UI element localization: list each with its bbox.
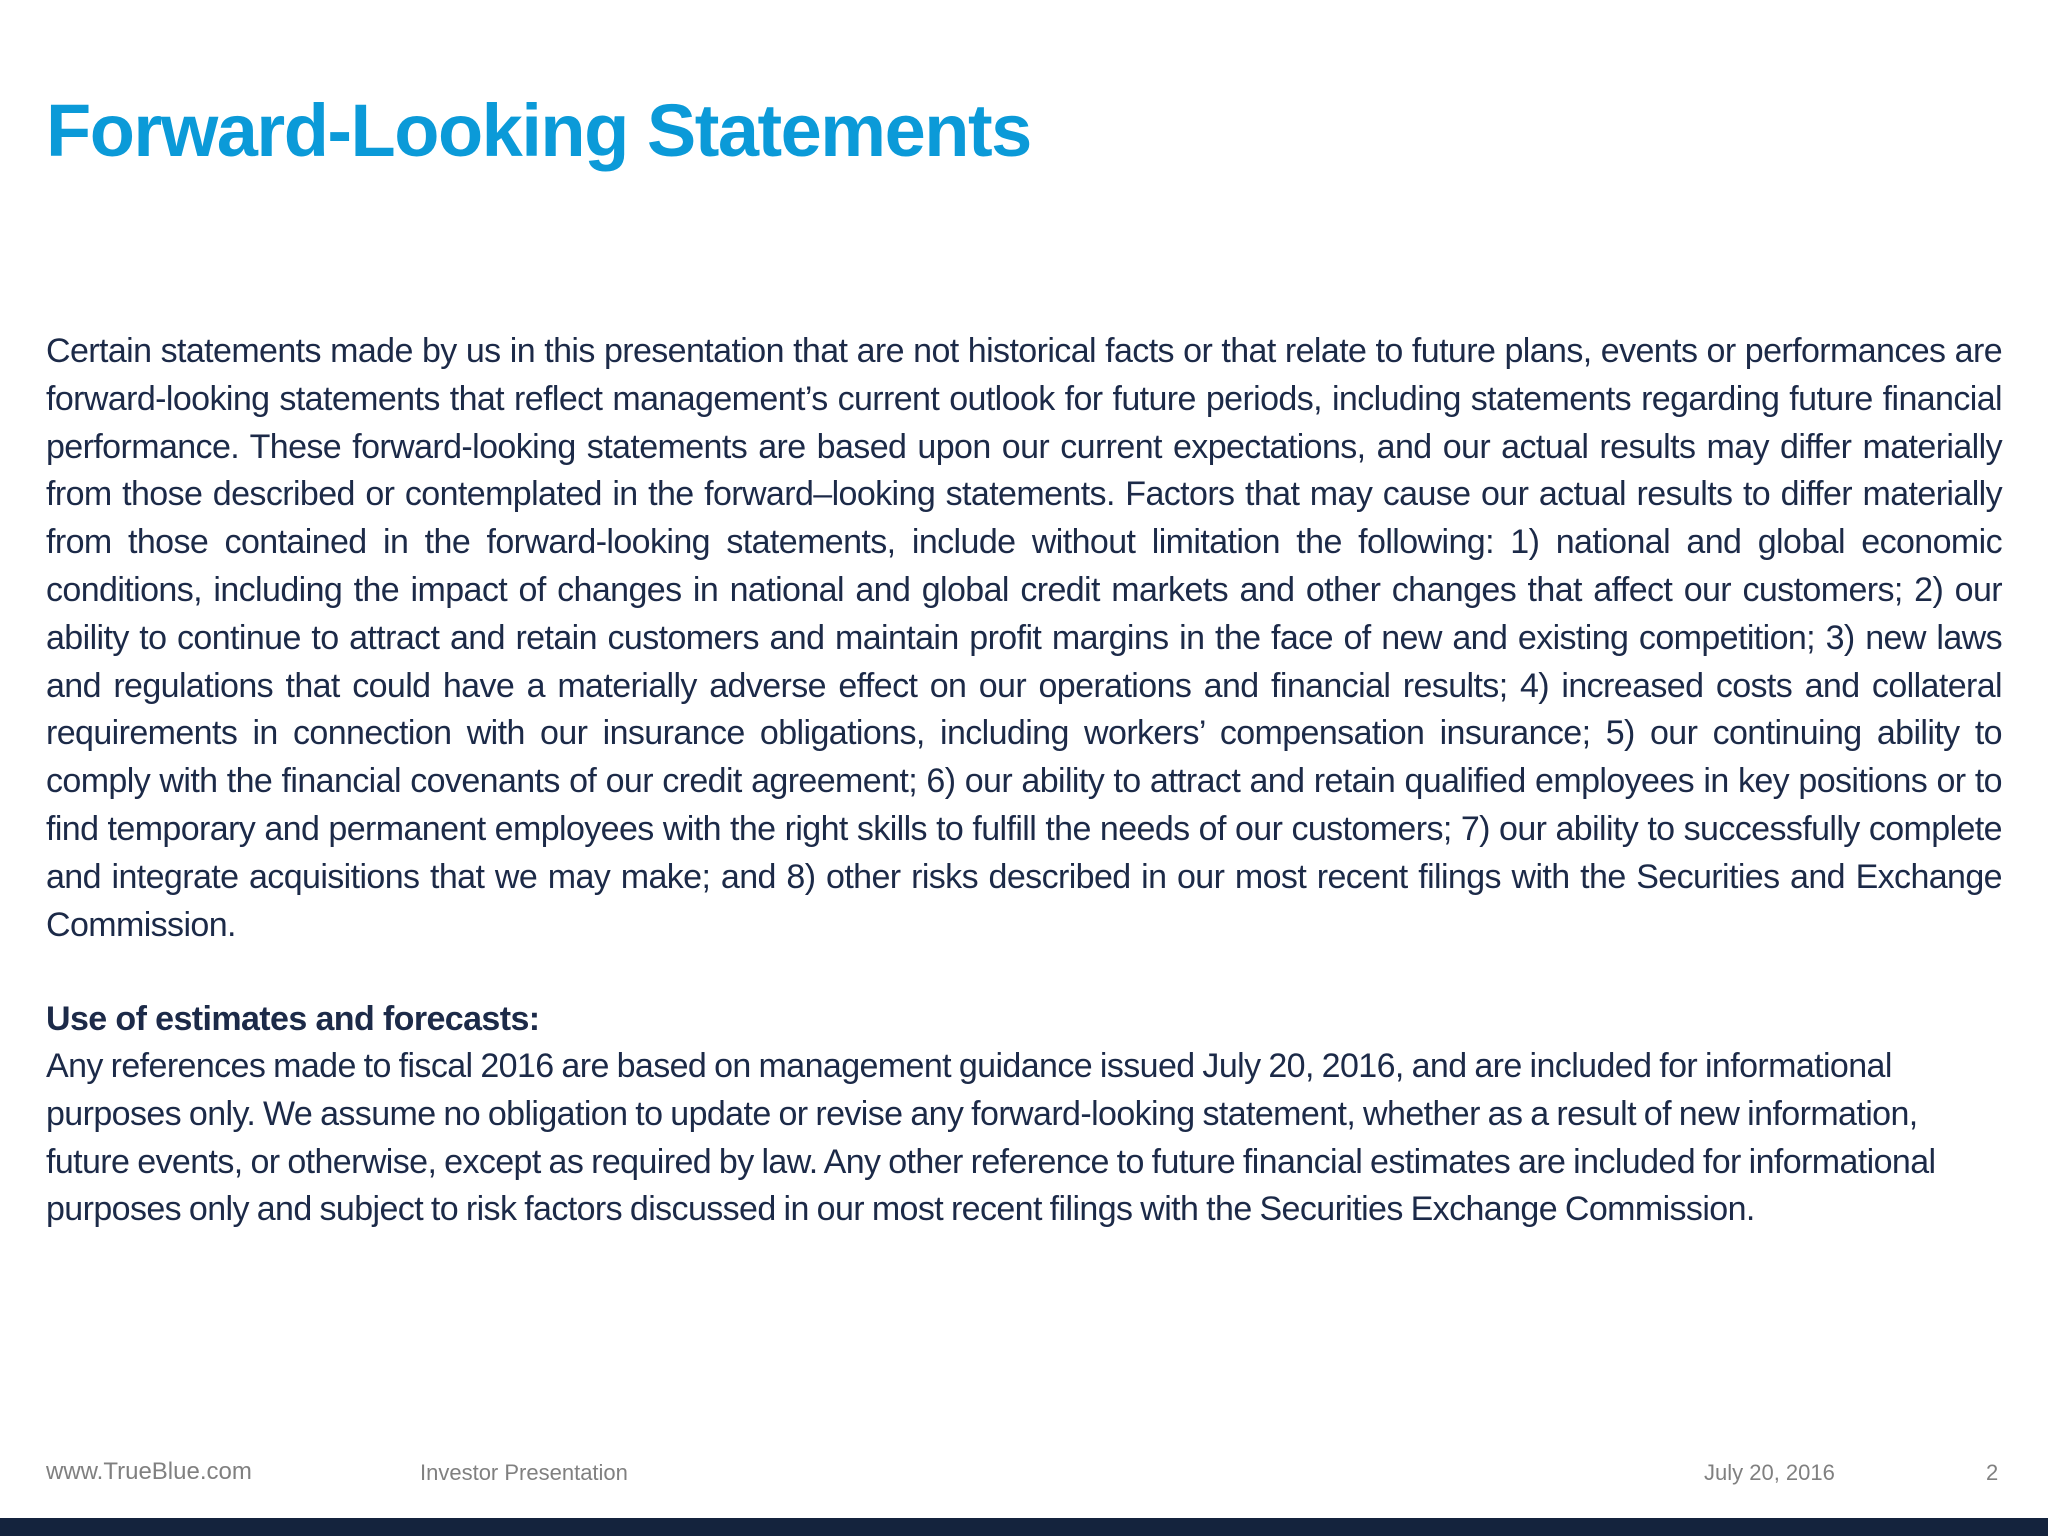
bottom-bar xyxy=(0,1518,2048,1536)
footer-page-number: 2 xyxy=(1986,1460,1999,1485)
footer-date: July 20, 2016 xyxy=(1704,1460,1835,1485)
footer-presentation-name: Investor Presentation xyxy=(420,1460,628,1485)
forward-looking-disclaimer: Certain statements made by us in this presentation that are not historical facts or that relate to future plans, events or performances are forward-looking statements that reflect management’s current outlook for future periods, including statements regarding future financial performance. These forward-looking statements are based upon our current expectations, and our actual results may differ materially from those described or contemplated in the forward–looking statements. Factors that may cause our actual results to differ materially from those contained in the forward-looking statements, include without limitation the following: 1) national and global economic conditions, including the impact of changes in national and global credit markets and other changes that affect our customers; 2) our ability to continue to attract and retain customers and maintain profit margins in the face of new and existing competition; 3) new laws and regulations that could have a materially adverse effect on our operations and financial results; 4) increased costs and collateral requirements in connection with our insurance obligations, including workers’ compensation insurance; 5) our continuing ability to comply with the financial covenants of our credit agreement; 6) our ability to attract and retain qualified employees in key positions or to find temporary and permanent employees with the right skills to fulfill the needs of our customers; 7) our ability to successfully complete and integrate acquisitions that we may make; and 8) other risks described in our most recent filings with the Securities and Exchange Commission. xyxy=(46,332,2002,944)
estimates-heading: Use of estimates and forecasts: xyxy=(46,1000,540,1038)
slide-title: Forward-Looking Statements xyxy=(46,89,1031,172)
estimates-text: Any references made to fiscal 2016 are based on management guidance issued July 20, 2016, and are included for informational purposes only. We assume no obligation to update or revise any forward-looking statement, whether as a result of new information, future events, or otherwise, except as required by law. Any other reference to future financial estimates are included for informational purposes only and subject to risk factors discussed in our most recent filings with the Securities Exchange Commission. xyxy=(46,1047,1936,1229)
footer-website-url[interactable]: www.TrueBlue.com xyxy=(46,1458,252,1485)
